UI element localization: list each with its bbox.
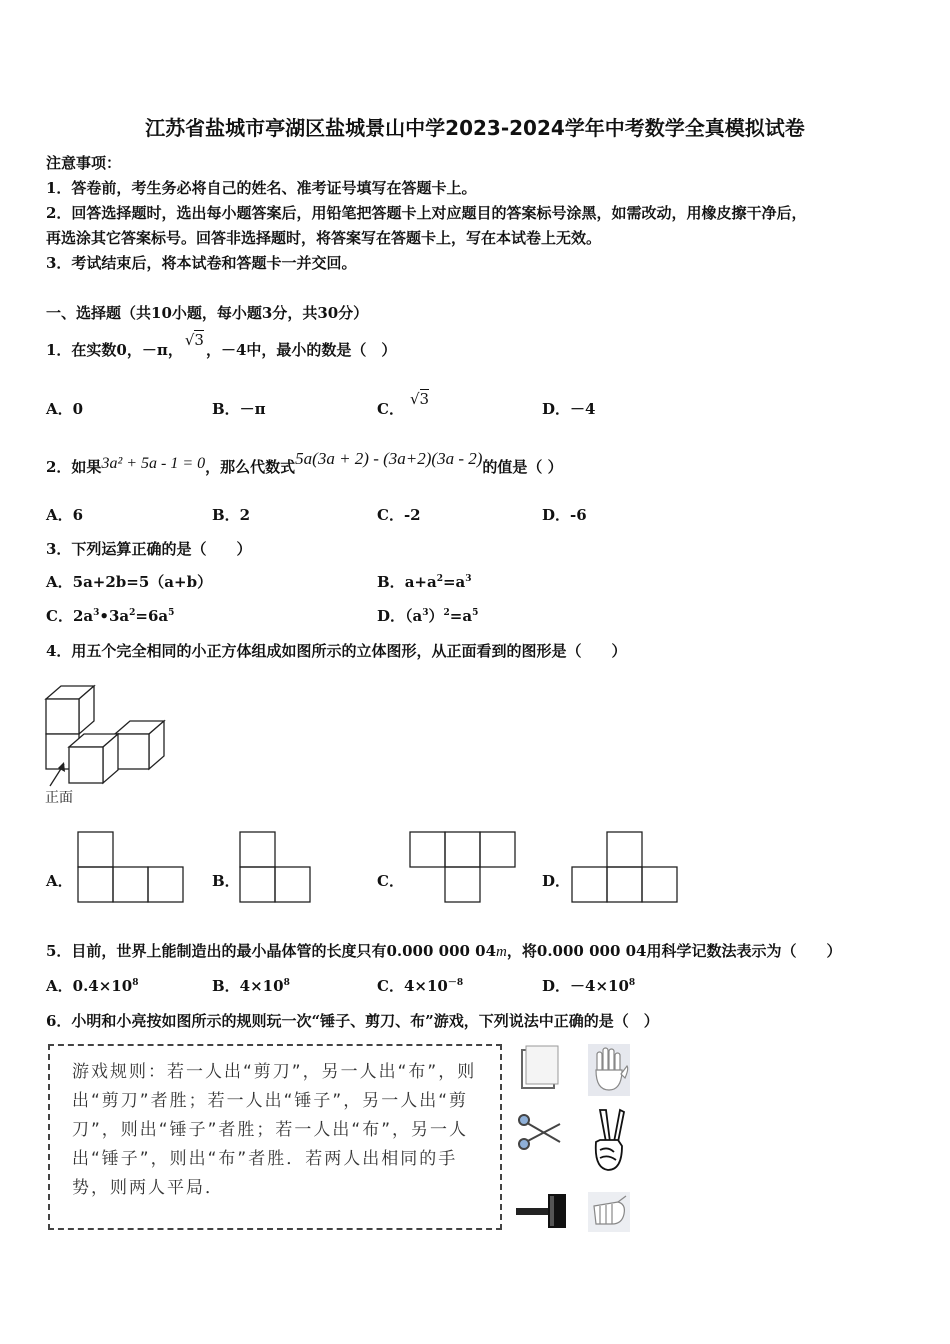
front-label: 正面	[45, 790, 73, 806]
open-hand-icon	[588, 1044, 630, 1096]
q4-option-d-label: D．	[542, 872, 571, 890]
question-2: 2．如果3a² + 5a - 1 = 0，那么代数式5a(3a + 2) - (3a+2)(3a - 2)的值是（ ）	[46, 449, 563, 476]
q4-option-c-figure	[408, 830, 518, 904]
q4-option-a-label: A．	[46, 872, 73, 890]
q4-option-a-figure	[76, 830, 186, 904]
q2-expression: 5a(3a + 2) - (3a+2)(3a - 2)	[295, 449, 483, 468]
sqrt-3: √3	[409, 390, 430, 408]
q4-option-c-label: C．	[377, 872, 404, 890]
sqrt-3: √3	[184, 331, 204, 349]
question-5: 5．目前，世界上能制造出的最小晶体管的长度只有0.000 000 04m，将0.000 000 04用科学记数法表示为（ ）	[46, 942, 842, 960]
q1-option-b: B．－π	[212, 400, 266, 418]
victory-hand-icon	[588, 1106, 630, 1176]
question-1	[46, 331, 397, 360]
fist-icon	[588, 1192, 630, 1232]
notice-item-2-cont: 再选涂其它答案标号。回答非选择题时，将答案写在答题卡上，写在本试卷上无效。	[46, 229, 602, 247]
cube-figure	[44, 682, 170, 808]
q3-option-a: A．5a+2b=5（a+b）	[46, 573, 213, 591]
question-4: 4．用五个完全相同的小正方体组成如图所示的立体图形，从正面看到的图形是（ ）	[46, 642, 627, 660]
q5-option-d: D．$-4\times 10^8$	[542, 977, 636, 995]
page-title: 江苏省盐城市亭湖区盐城景山中学2023-2024学年中考数学全真模拟试卷	[145, 116, 805, 140]
q5-option-b: B．$4\times 10^8$	[212, 977, 290, 995]
q4-option-b-label: B．	[212, 872, 240, 890]
q1-option-a: A．0	[46, 400, 84, 418]
q4-option-b-figure	[238, 830, 314, 904]
notice-heading: 注意事项：	[46, 154, 122, 172]
notice-item-1: 1．答卷前，考生务必将自己的姓名、准考证号填写在答题卡上。	[46, 179, 477, 197]
q1-stem-a: 1．在实数0，－π，	[46, 341, 183, 359]
section-heading: 一、选择题（共10小题，每小题3分，共30分）	[46, 304, 369, 322]
cube-front-face	[115, 734, 149, 769]
cube-front-face	[69, 747, 103, 783]
q1-option-d: D．－4	[542, 400, 596, 418]
notice-item-2: 2．回答选择题时，选出每小题答案后，用铅笔把答题卡上对应题目的答案标号涂黑，如需改动，用橡皮擦干净后，	[46, 204, 807, 222]
q2-option-b: B．2	[212, 506, 251, 524]
q2-option-d: D．-6	[542, 506, 587, 524]
paper-card-icon	[518, 1044, 560, 1092]
q2-equation: 3a² + 5a - 1 = 0	[101, 455, 206, 472]
q2-option-c: C．-2	[377, 506, 421, 524]
question-6: 6．小明和小亮按如图所示的规则玩一次“锤子、剪刀、布”游戏，下列说法中正确的是（ ）	[46, 1012, 659, 1030]
q3-option-d: D．$(a^3)^2=a^5$	[377, 607, 479, 625]
hammer-icon	[514, 1190, 570, 1232]
game-rules-box: 游戏规则：若一人出“剪刀”，另一人出“布”，则出“剪刀”者胜；若一人出“锤子”，另一人出“剪刀”，则出“锤子”者胜；若一人出“布”，另一人出“锤子”，则出“布”者胜．若两人出相同的手势，则两人平局．	[48, 1044, 502, 1230]
scissors-icon	[516, 1112, 564, 1154]
q5-option-c: C．$4\times 10^{-8}$	[377, 977, 464, 995]
question-3: 3．下列运算正确的是（ ）	[46, 540, 252, 558]
cube-front-face	[46, 699, 79, 734]
q2-option-a: A．6	[46, 506, 84, 524]
q3-option-c: C．$2a^3•3a^2=6a^5$	[46, 607, 175, 625]
q3-option-b: B．$a+a^2=a^3$	[377, 573, 472, 591]
notice-item-3: 3．考试结束后，将本试卷和答题卡一并交回。	[46, 254, 357, 272]
q1-option-c: C．√3	[377, 390, 430, 418]
q4-option-d-figure	[570, 830, 680, 904]
q1-stem-b: ，－4中，最小的数是（ ）	[205, 341, 397, 359]
q5-option-a: A．$0.4\times 10^8$	[46, 977, 139, 995]
